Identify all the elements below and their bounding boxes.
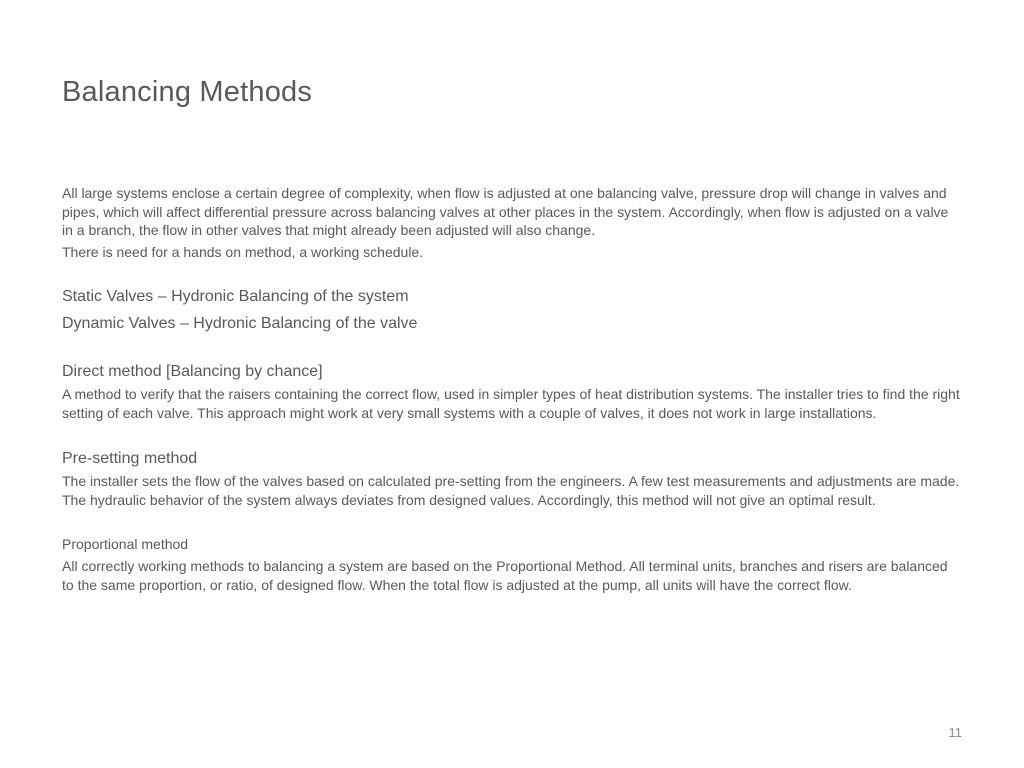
presetting-method-heading: Pre-setting method <box>62 450 198 467</box>
proportional-method-body: All correctly working methods to balancing a system are based on the Proportional Method. All terminal units, branches and risers are balanced to the same proportion, or ratio, of designed flow. When the total flow is adjusted at the pump, all units will have the correct flow. <box>62 558 948 593</box>
slide-title: Balancing Methods <box>62 76 313 108</box>
dynamic-valves-line: Dynamic Valves – Hydronic Balancing of the valve <box>62 315 418 332</box>
presetting-method-body: The installer sets the flow of the valves based on calculated pre-setting from the engineers. A few test measurements and adjustments are made. The hydraulic behavior of the system always deviates from designed values. Accordingly, this method will not give an optimal result. <box>62 473 960 508</box>
intro-paragraph: All large systems enclose a certain degree of complexity, when flow is adjusted at one balancing valve, pressure drop will change in valves and pipes, which will affect differential pressure across balancing valves at other places in the system. Accordingly, when flow is adjusted on a valve in a branch, the flow in other valves that might already been adjusted will also change. <box>62 185 949 238</box>
intro-need: There is need for a hands on method, a working schedule. <box>62 243 424 260</box>
proportional-method-heading: Proportional method <box>62 536 189 552</box>
static-valves-line: Static Valves – Hydronic Balancing of the system <box>62 288 409 305</box>
page-number: 11 <box>948 725 962 740</box>
slide-content <box>62 184 962 594</box>
direct-method-heading: Direct method [Balancing by chance] <box>62 363 323 380</box>
direct-method-body: A method to verify that the raisers containing the correct flow, used in simpler types of heat distribution systems. The installer tries to find the right setting of each valve. This approach might work at very small systems with a couple of valves, it does not work in large installations. <box>62 386 960 421</box>
